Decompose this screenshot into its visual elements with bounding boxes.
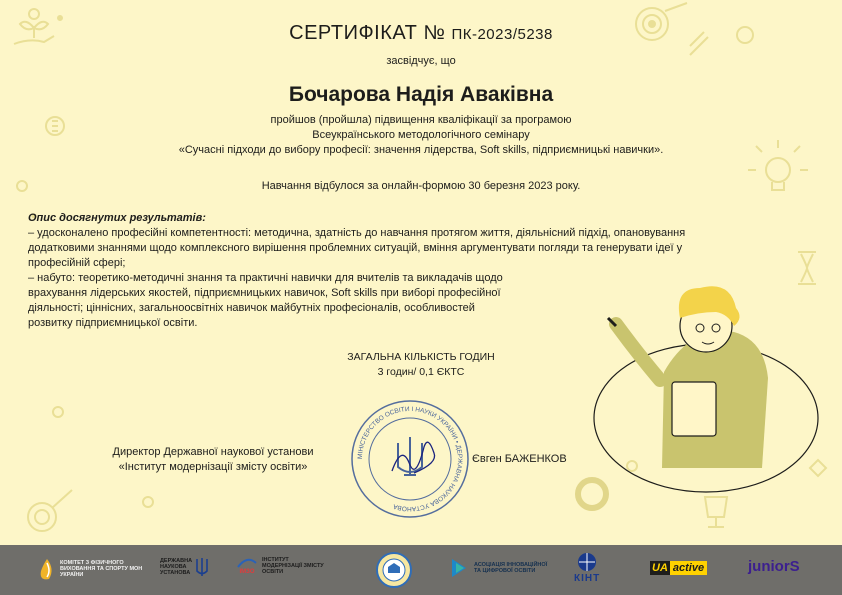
certificate-title [0,22,842,45]
logo-emblem [376,551,412,589]
logo-juniors [748,558,800,575]
juniors-text: juniorS [748,558,800,575]
kint-text: КІНТ [574,573,601,584]
kint-globe-icon [576,551,598,573]
logo-uaactive [650,561,707,575]
target-bottom-icon [28,490,72,531]
training-mode: Навчання відбулося за онлайн-формою 30 березня 2023 року. [261,180,581,192]
results-section [28,211,685,331]
association-text: АСОЦІАЦІЯ ІННОВАЦІЙНОЇ ТА ЦИФРОВОЇ ОСВІТИ [474,562,548,574]
dnu-line: НАУКОВА [160,564,187,570]
uaactive-ua: UA [652,562,668,574]
hours-block [286,350,556,380]
hourglass-icon [798,252,816,284]
flame-icon [38,557,56,581]
imzo-text: ІНСТИТУТ МОДЕРНІЗАЦІЇ ЗМІСТУ ОСВІТИ [262,557,324,575]
logo-dnu [160,557,209,577]
certifies-text: засвідчує, що [386,55,456,67]
dnu-line: ДЕРЖАВНА [160,558,193,564]
official-stamp [348,397,472,521]
trophy-icon [705,497,727,527]
program-description [0,113,842,158]
results-line: – набуто: теоретико-методичні знання та практичні навички для вчителів та викладачів щодо [28,272,503,284]
hours-value: 3 годин/ 0,1 ЄКТС [377,366,465,378]
recipient-name: Бочарова Надія Аваківна [288,83,554,106]
signer-name: Євген БАЖЕНКОВ [472,453,567,465]
committee-text: КОМІТЕТ З ФІЗИЧНОГО ВИХОВАННЯ ТА СПОРТУ МОН УКРАЇНИ [60,560,143,578]
program-line: Всеукраїнського методологічного семінару [312,129,530,141]
director-line: Директор Державної наукової установи [112,446,314,458]
director-line: «Інститут модернізації змісту освіти» [118,461,308,473]
results-line: – удосконалено професійні компетентності: методична, здатність до навчання протягом життя, діяльнісний підхід, опановування [28,227,686,239]
results-line: врахування лідерських якостей, підприємницьких навичок, Soft skills при виборі професійної [28,287,501,299]
donut-chart-icon [578,480,606,508]
director-title [88,445,338,475]
logo-association [450,557,552,579]
emblem-seal-icon [376,551,412,589]
logo-kint [574,551,600,584]
program-line: «Сучасні підходи до вибору професії: значення лідерства, Soft skills, підприємницькі навички». [178,144,664,156]
results-line: додатковими знаннями щодо комплексного вирішення проблемних ситуацій, вміння аргументувати погляди та генерувати ідеї у [28,242,683,254]
logo-imzo [236,557,326,575]
imzo-swoosh-icon [236,557,258,569]
dnu-line: УСТАНОВА [160,570,191,576]
trident-icon [195,557,209,577]
certificate-number: ПК-2023/5238 [451,26,553,43]
results-line: діяльності; ціннісних, загальноосвітніх навичок майбутніх професіоналів, особливостей [28,302,475,314]
results-line: розвитку підприємницької освіти. [28,317,198,329]
partner-footer [0,545,842,595]
imzo-badge: ІМЗО [239,569,255,575]
uaactive-active: active [670,561,707,575]
results-heading: Опис досягнутих результатів: [28,212,206,224]
title-label: СЕРТИФІКАТ № [289,22,446,44]
stamp-ring-text: МІНІСТЕРСТВО ОСВІТИ І НАУКИ УКРАЇНИ • ДЕРЖАВНА НАУКОВА УСТАНОВА [356,405,464,513]
results-line: професійній сфері; [28,257,126,269]
logo-committee [38,557,148,581]
hours-label: ЗАГАЛЬНА КІЛЬКІСТЬ ГОДИН [347,351,495,363]
arrow-logo-icon [450,557,470,579]
program-line: пройшов (пройшла) підвищення кваліфікації за програмою [270,114,572,126]
